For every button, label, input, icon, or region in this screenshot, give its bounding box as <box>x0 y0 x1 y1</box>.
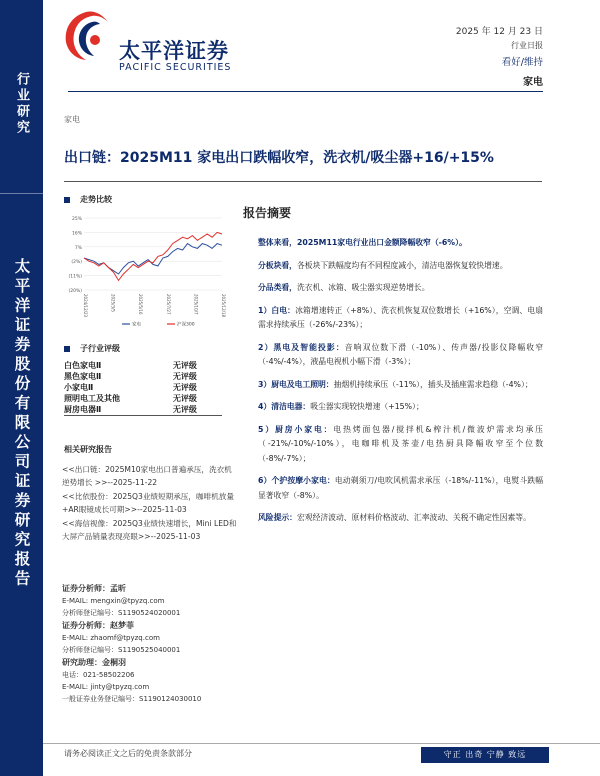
analyst-name: 研究助理：金桐羽 <box>62 658 126 667</box>
abstract-text: 宏观经济波动、原材料价格波动、汇率波动、关税不确定性因素等。 <box>296 513 531 522</box>
chart-ytick-label: 25% <box>71 217 82 222</box>
chart-legend-label: 沪深300 <box>177 322 195 328</box>
rating-row-value: 无评级 <box>167 404 222 416</box>
side-band <box>0 0 43 776</box>
title-divider <box>64 181 542 182</box>
chart-xtick-label: 2025/7/27 <box>165 294 171 315</box>
rating-row <box>64 371 222 382</box>
report-date: 2025 年 12 月 23 日 <box>455 27 543 37</box>
abstract-heading: 报告摘要 <box>243 206 292 220</box>
abstract-paragraph <box>258 281 543 296</box>
abstract-text: 电动剃须刀/电吹风机需求承压（-18%/-11%），电熨斗跌幅显著收窄（-8%）。 <box>258 476 543 500</box>
chart-xtick-label: 2025/3/5 <box>110 294 116 312</box>
related-reports-list <box>62 463 237 544</box>
abstract-paragraph <box>258 511 543 526</box>
analyst-contact-line: 电话：021-58502206 <box>62 671 135 679</box>
rating-row-value: 无评级 <box>172 372 197 381</box>
analyst-contact-line: E-MAIL: zhaomf@tpyzq.com <box>62 634 160 642</box>
chart-legend-label: 家电 <box>132 322 141 328</box>
abstract-text: 各板块下跌幅度均有不同程度减小，清洁电器恢复较快增速。 <box>296 260 508 270</box>
sub-industry-rating-table <box>64 360 222 416</box>
abstract-body <box>258 236 543 534</box>
report-title: 出口链：2025M11 家电出口跌幅收窄，洗衣机/吸尘器+16/+15% <box>64 150 494 166</box>
abstract-lead: 6）个护按摩小家电： <box>258 476 335 485</box>
chart-ytick-label: (20%) <box>68 289 82 294</box>
trend-chart <box>62 212 230 330</box>
side-label-industry-research: 行业研究 <box>14 72 29 136</box>
related-reports-heading: 相关研究报告 <box>64 445 112 454</box>
abstract-paragraph <box>258 304 543 333</box>
chart-series-line <box>84 232 222 280</box>
abstract-text: 抽烟机持续承压（-11%），插头及插座需求趋稳（-4%）； <box>333 379 533 389</box>
abstract-paragraph <box>258 259 543 274</box>
footer-motto: 守正 出奇 宁静 致远 <box>421 747 549 763</box>
abstract-text: 音响双位数下滑（-10%）、传声器/投影仪降幅收窄（-4%/-4%），液晶电视机小幅下滑（-3%）； <box>258 342 543 366</box>
chart-ytick-label: 16% <box>71 231 82 237</box>
abstract-lead: 1）白电： <box>258 305 296 315</box>
abstract-paragraph <box>258 474 543 503</box>
rating-row-value: 无评级 <box>172 361 197 370</box>
industry-rating: 看好/维持 <box>501 57 543 68</box>
chart-xtick-label: 2025/10/7 <box>193 294 199 315</box>
chart-xtick-label: 2025/12/18 <box>221 294 226 318</box>
chart-ytick-label: (11%) <box>68 274 82 280</box>
rating-row-name: 照明电工及其他 <box>64 394 120 403</box>
side-label-company: 太平洋证券股份有限公司证券研究报告 <box>12 258 31 590</box>
chart-ytick-label: (2%) <box>71 260 82 266</box>
related-report-item: <<比依股份：2025Q3业绩短期承压，咖啡机放量+AR眼镜成长可期>>--2025-11-03 <box>62 492 234 514</box>
abstract-paragraph <box>258 423 543 467</box>
abstract-lead: 风险提示： <box>258 513 297 522</box>
footer-divider <box>43 743 600 744</box>
analyst-name: 证券分析师：孟昕 <box>62 584 126 593</box>
breadcrumb: 家电 <box>64 115 80 124</box>
abstract-paragraph <box>258 341 543 370</box>
section-bullet-icon <box>64 197 70 203</box>
rating-row-name: 黑色家电Ⅱ <box>64 372 102 381</box>
abstract-lead: 分品类看， <box>258 283 297 292</box>
chart-xtick-label: 2025/5/16 <box>138 294 144 315</box>
section-bullet-icon <box>64 346 70 352</box>
report-type: 行业日报 <box>511 41 543 50</box>
analyst-name: 证券分析师：赵梦菲 <box>62 621 134 630</box>
abstract-text: 吸尘器实现较快增速（+15%）； <box>310 402 424 411</box>
rating-row-value: 无评级 <box>172 383 197 392</box>
abstract-lead: 4）清洁电器： <box>258 402 311 411</box>
rating-row <box>64 404 222 416</box>
abstract-text: 冰箱增速转正（+8%）、洗衣机恢复双位数增长（+16%），空调、电扇需求持续承压（-26%/-23%）； <box>258 305 543 329</box>
analyst-contact-line: E-MAIL: jinty@tpyzq.com <box>62 683 150 691</box>
trend-heading: 走势比较 <box>64 194 112 205</box>
analyst-contacts <box>62 582 237 705</box>
chart-ytick-label: 7% <box>74 245 82 251</box>
sub-industry-rating-heading: 子行业评级 <box>64 343 120 354</box>
header-divider <box>68 91 543 92</box>
abstract-lead: 5）厨房小家电： <box>258 424 334 434</box>
industry-name: 家电 <box>523 77 543 88</box>
rating-row <box>64 382 222 393</box>
abstract-lead: 整体来看，2025M11家电行业出口金额降幅收窄（-6%）。 <box>258 238 467 247</box>
abstract-text: 洗衣机、冰箱、吸尘器实现逆势增长。 <box>296 283 430 292</box>
logo-en-name: PACIFIC SECURITIES <box>119 62 232 73</box>
analyst-contact-line: 分析师登记编号：S1190524020001 <box>62 609 181 617</box>
abstract-paragraph <box>258 378 543 393</box>
related-report-item: <<海信视像：2025Q3业绩快速增长，Mini LED和大屏产品销量表现亮眼>>--2025-11-03 <box>62 519 237 541</box>
chart-series-line <box>84 244 222 274</box>
abstract-text: 电热烤面包器/搅拌机&榨汁机/微波炉需求均承压（-21%/-10%/-10%），电咖啡机及茶壶/电热厨具降幅收窄至个位数（-8%/-7%）； <box>258 424 543 463</box>
rating-row <box>64 393 222 404</box>
abstract-paragraph <box>258 236 543 251</box>
abstract-lead: 3）厨电及电工照明： <box>258 379 334 389</box>
analyst-contact-line: 一般证券业务登记编号：S1190124030010 <box>62 695 202 703</box>
rating-row <box>64 360 222 371</box>
analyst-contact-line: E-MAIL: mengxin@tpyzq.com <box>62 597 165 605</box>
logo-cn-name: 太平洋证券 <box>119 39 229 63</box>
footer-disclaimer-note: 请务必阅读正文之后的免责条款部分 <box>64 749 192 758</box>
analyst-contact-line: 分析师登记编号：S1190525040001 <box>62 646 181 654</box>
company-logo-icon <box>62 10 110 62</box>
related-report-item: <<出口链：2025M10家电出口普遍承压，洗衣机逆势增长 >>--2025-11-22 <box>62 465 232 487</box>
abstract-lead: 2）黑电及智能投影： <box>258 342 345 352</box>
side-band-top-block <box>0 62 43 194</box>
rating-row-value: 无评级 <box>172 394 197 403</box>
rating-row-name: 厨房电器Ⅱ <box>64 404 167 416</box>
rating-row-name: 白色家电Ⅱ <box>64 361 102 370</box>
rating-row-name: 小家电Ⅱ <box>64 383 94 392</box>
chart-xtick-label: 2024/12/23 <box>83 294 88 318</box>
abstract-paragraph <box>258 400 543 415</box>
abstract-lead: 分板块看， <box>258 260 297 270</box>
